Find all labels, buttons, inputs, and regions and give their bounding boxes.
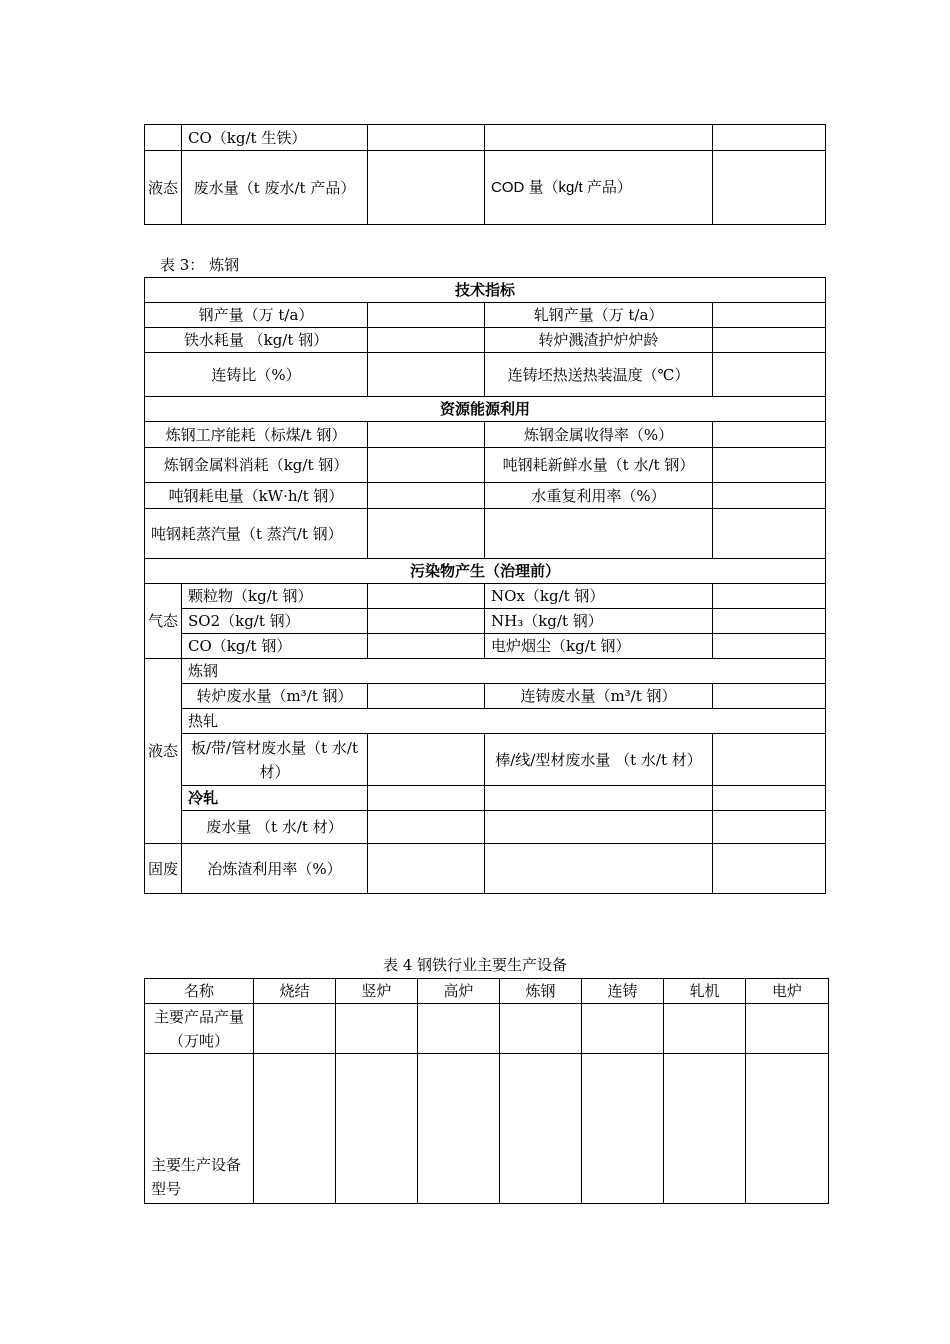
value-cell[interactable] (418, 1054, 500, 1204)
value-cell[interactable] (713, 448, 826, 483)
header-eaf: 电炉 (746, 979, 829, 1004)
value-cell[interactable] (713, 609, 826, 634)
iron-consumption-label: 铁水耗量 （kg/t 钢） (145, 328, 368, 353)
value-cell[interactable] (713, 684, 826, 709)
cold-rolling-label: 冷轧 (182, 786, 368, 811)
header-rolling-mill: 轧机 (664, 979, 746, 1004)
value-cell[interactable] (336, 1004, 418, 1054)
process-energy-label: 炼钢工序能耗（标煤/t 钢） (145, 422, 368, 448)
rolled-output-label: 轧钢产量（万 t/a） (485, 303, 713, 328)
value-cell[interactable] (713, 509, 826, 559)
empty-cell (145, 125, 182, 151)
value-cell[interactable] (713, 584, 826, 609)
power-label: 吨钢耗电量（kW·h/t 钢） (145, 483, 368, 509)
value-cell[interactable] (254, 1004, 336, 1054)
fresh-water-label: 吨钢耗新鲜水量（t 水/t 钢） (485, 448, 713, 483)
liquid-label: 液态 (145, 151, 182, 225)
converter-ww-label: 转炉废水量（m³/t 钢） (182, 684, 368, 709)
value-cell[interactable] (368, 353, 485, 397)
value-cell[interactable] (418, 1004, 500, 1054)
value-cell[interactable] (713, 422, 826, 448)
value-cell[interactable] (336, 1054, 418, 1204)
value-cell[interactable] (713, 353, 826, 397)
cod-label: COD 量（kg/t 产品） (485, 151, 713, 225)
value-cell (485, 125, 713, 151)
liquid-label: 液态 (145, 659, 182, 844)
co-label: CO（kg/t 生铁） (182, 125, 368, 151)
value-cell[interactable] (368, 844, 485, 894)
value-cell[interactable] (713, 303, 826, 328)
value-cell[interactable] (368, 509, 485, 559)
gas-label: 气态 (145, 584, 182, 659)
value-cell[interactable] (713, 734, 826, 786)
casting-ratio-label: 连铸比（%） (145, 353, 368, 397)
value-cell (485, 786, 713, 811)
steelmaking-label: 炼钢 (182, 659, 826, 684)
metal-yield-label: 炼钢金属收得率（%） (485, 422, 713, 448)
value-cell[interactable] (254, 1054, 336, 1204)
value-cell[interactable] (368, 786, 485, 811)
value-cell[interactable] (582, 1054, 664, 1204)
value-cell[interactable] (713, 125, 826, 151)
steam-label: 吨钢耗蒸汽量（t 蒸汽/t 钢） (145, 509, 368, 559)
value-cell[interactable] (368, 422, 485, 448)
hot-charge-temp-label: 连铸坯热送热装温度（℃） (485, 353, 713, 397)
cold-ww-label: 废水量 （t 水/t 材） (182, 811, 368, 844)
hot-rolling-label: 热轧 (182, 709, 826, 734)
value-cell[interactable] (500, 1054, 582, 1204)
value-cell[interactable] (368, 684, 485, 709)
value-cell[interactable] (368, 328, 485, 353)
value-cell (485, 811, 713, 844)
header-casting: 连铸 (582, 979, 664, 1004)
slag-use-label: 冶炼渣利用率（%） (182, 844, 368, 894)
value-cell[interactable] (500, 1004, 582, 1054)
bar-ww-label: 棒/线/型材废水量 （t 水/t 材） (485, 734, 713, 786)
value-cell[interactable] (713, 483, 826, 509)
value-cell[interactable] (746, 1054, 829, 1204)
value-cell[interactable] (368, 609, 485, 634)
header-sintering: 烧结 (254, 979, 336, 1004)
row-output-label: 主要产品产量（万吨） (145, 1004, 254, 1054)
value-cell[interactable] (368, 483, 485, 509)
value-cell[interactable] (368, 303, 485, 328)
value-cell[interactable] (713, 786, 826, 811)
header-name: 名称 (145, 979, 254, 1004)
value-cell[interactable] (746, 1004, 829, 1054)
nox-label: NOx（kg/t 钢） (485, 584, 713, 609)
value-cell (485, 844, 713, 894)
so2-label: SO2（kg/t 钢） (182, 609, 368, 634)
value-cell[interactable] (582, 1004, 664, 1054)
plate-ww-label: 板/带/管材废水量（t 水/t 材） (182, 734, 368, 786)
section-resource: 资源能源利用 (145, 397, 826, 422)
value-cell[interactable] (664, 1054, 746, 1204)
section-pollutant: 污染物产生（治理前） (145, 559, 826, 584)
value-cell[interactable] (368, 634, 485, 659)
value-cell[interactable] (368, 125, 485, 151)
converter-life-label: 转炉溅渣护炉炉龄 (485, 328, 713, 353)
value-cell[interactable] (368, 584, 485, 609)
caster-ww-label: 连铸废水量（m³/t 钢） (485, 684, 713, 709)
value-cell[interactable] (713, 328, 826, 353)
row-equipment-label: 主要生产设备型号 (145, 1054, 254, 1204)
table4-caption: 表 4 钢铁行业主要生产设备 (382, 956, 568, 974)
co-label: CO（kg/t 钢） (182, 634, 368, 659)
value-cell[interactable] (368, 811, 485, 844)
nh3-label: NH₃（kg/t 钢） (485, 609, 713, 634)
header-steelmaking: 炼钢 (500, 979, 582, 1004)
table3-caption: 表 3： 炼钢 (160, 256, 240, 274)
value-cell (485, 509, 713, 559)
value-cell[interactable] (368, 448, 485, 483)
eaf-dust-label: 电炉烟尘（kg/t 钢） (485, 634, 713, 659)
table3 (144, 277, 826, 894)
value-cell[interactable] (368, 151, 485, 225)
metal-consumption-label: 炼钢金属料消耗（kg/t 钢） (145, 448, 368, 483)
value-cell[interactable] (664, 1004, 746, 1054)
wastewater-label: 废水量（t 废水/t 产品） (182, 151, 368, 225)
section-tech: 技术指标 (145, 278, 826, 303)
top-table (144, 124, 826, 225)
value-cell[interactable] (368, 734, 485, 786)
particulate-label: 颗粒物（kg/t 钢） (182, 584, 368, 609)
header-shaft-furnace: 竖炉 (336, 979, 418, 1004)
value-cell[interactable] (713, 634, 826, 659)
header-blast-furnace: 高炉 (418, 979, 500, 1004)
value-cell[interactable] (713, 844, 826, 894)
table4 (144, 978, 829, 1204)
solid-label: 固废 (145, 844, 182, 894)
water-reuse-label: 水重复利用率（%） (485, 483, 713, 509)
value-cell[interactable] (713, 151, 826, 225)
steel-output-label: 钢产量（万 t/a） (145, 303, 368, 328)
value-cell[interactable] (713, 811, 826, 844)
